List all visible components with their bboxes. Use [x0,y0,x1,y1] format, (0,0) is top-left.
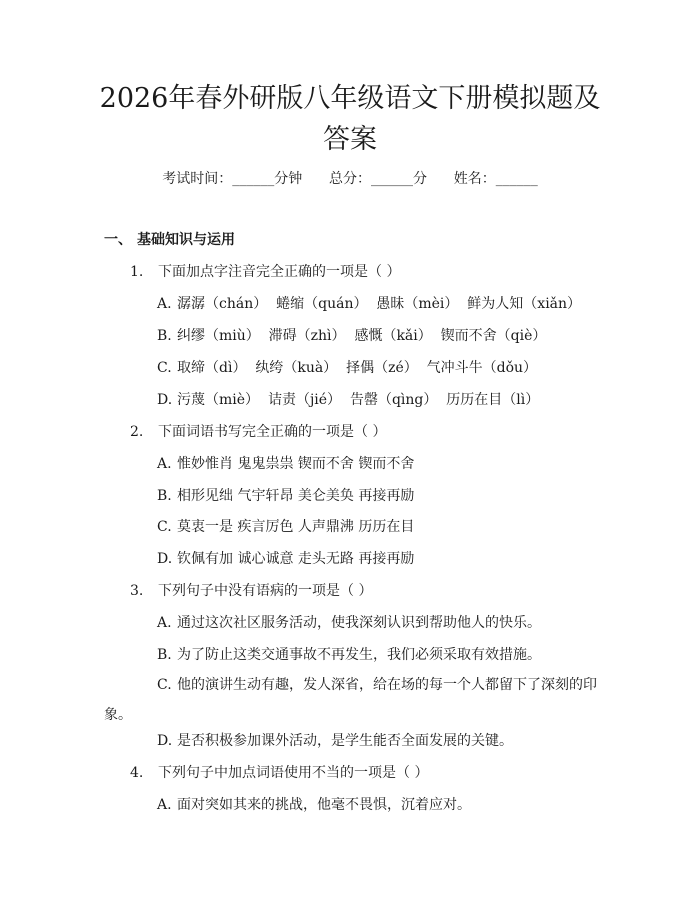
question-4 [130,762,428,782]
option-key: D. [157,733,173,749]
question-stem: 下面加点字注音完全正确的一项是（ ） [158,264,401,280]
option-text: 面对突如其来的挑战，他毫不畏惧，沉着应对。 [177,797,471,813]
option-text: 纠缪（miù） 滞碍（zhì） 感慨（kǎi） 锲而不舍（qiè） [177,328,547,344]
question-number: 4. [130,765,144,781]
section-number: 一、 [104,232,132,248]
question-number: 3. [130,583,144,599]
option-text: 为了防止这类交通事故不再发生，我们必须采取有效措施。 [177,647,541,663]
q3-option-b [157,644,541,664]
exam-meta: 考试时间：______分钟 总分：______分 姓名：______ [162,171,538,187]
option-key: A. [157,797,172,813]
option-key: B. [157,328,172,344]
q2-option-c [157,516,414,536]
option-key: A. [157,296,172,312]
q2-option-d [157,548,414,568]
question-stem: 下列句子中没有语病的一项是（ ） [158,583,373,599]
option-key: C. [157,519,172,535]
option-key: D. [157,551,173,567]
option-key: B. [157,488,172,504]
option-text: 相形见绌 气宇轩昂 美仑美奂 再接再励 [177,488,415,504]
option-text: 惟妙惟肖 鬼鬼祟祟 锲而不舍 锲而不舍 [177,456,415,472]
option-text: 钦佩有加 诚心诚意 走头无路 再接再励 [177,551,415,567]
option-key: C. [157,360,172,376]
option-text: 潺潺（chán） 蜷缩（quán） 愚昧（mèi） 鲜为人知（xiǎn） [177,296,582,312]
q2-option-b [157,485,414,505]
question-3 [130,580,372,600]
q2-option-a [157,453,414,473]
option-key: D. [157,392,173,408]
question-number: 1. [130,264,144,280]
question-2 [130,421,386,441]
option-key: C. [157,677,172,693]
q1-option-c [157,357,537,377]
option-text: 是否积极参加课外活动，是学生能否全面发展的关键。 [177,733,513,749]
question-number: 2. [130,424,144,440]
option-key: A. [157,615,172,631]
section-title: 基础知识与运用 [137,232,235,248]
q3-option-a [157,612,541,632]
q4-option-a [157,794,471,814]
option-text: 污蔑（miè） 诘责（jié） 告罄（qìng） 历历在目（lì） [177,392,540,408]
option-text: 取缔（dì） 纨绔（kuà） 择偶（zé） 气冲斗牛（dǒu） [177,360,538,376]
section-heading [104,229,235,249]
option-key: A. [157,456,172,472]
q3-option-c [104,670,604,730]
q1-option-d [157,389,539,409]
option-text: 通过这次社区服务活动，使我深刻认识到帮助他人的快乐。 [177,615,541,631]
question-stem: 下面词语书写完全正确的一项是（ ） [158,424,387,440]
q1-option-a [157,293,581,313]
option-text: 莫衷一是 疾言厉色 人声鼎沸 历历在目 [177,519,415,535]
option-key: B. [157,647,172,663]
option-text: 他的演讲生动有趣，发人深省，给在场的每一个人都留下了深刻的印象。 [104,677,597,723]
page-title: 2026年春外研版八年级语文下册模拟题及答案 [99,83,601,155]
q3-option-d [157,730,513,750]
question-stem: 下列句子中加点词语使用不当的一项是（ ） [158,765,429,781]
question-1 [130,261,400,281]
q1-option-b [157,325,546,345]
